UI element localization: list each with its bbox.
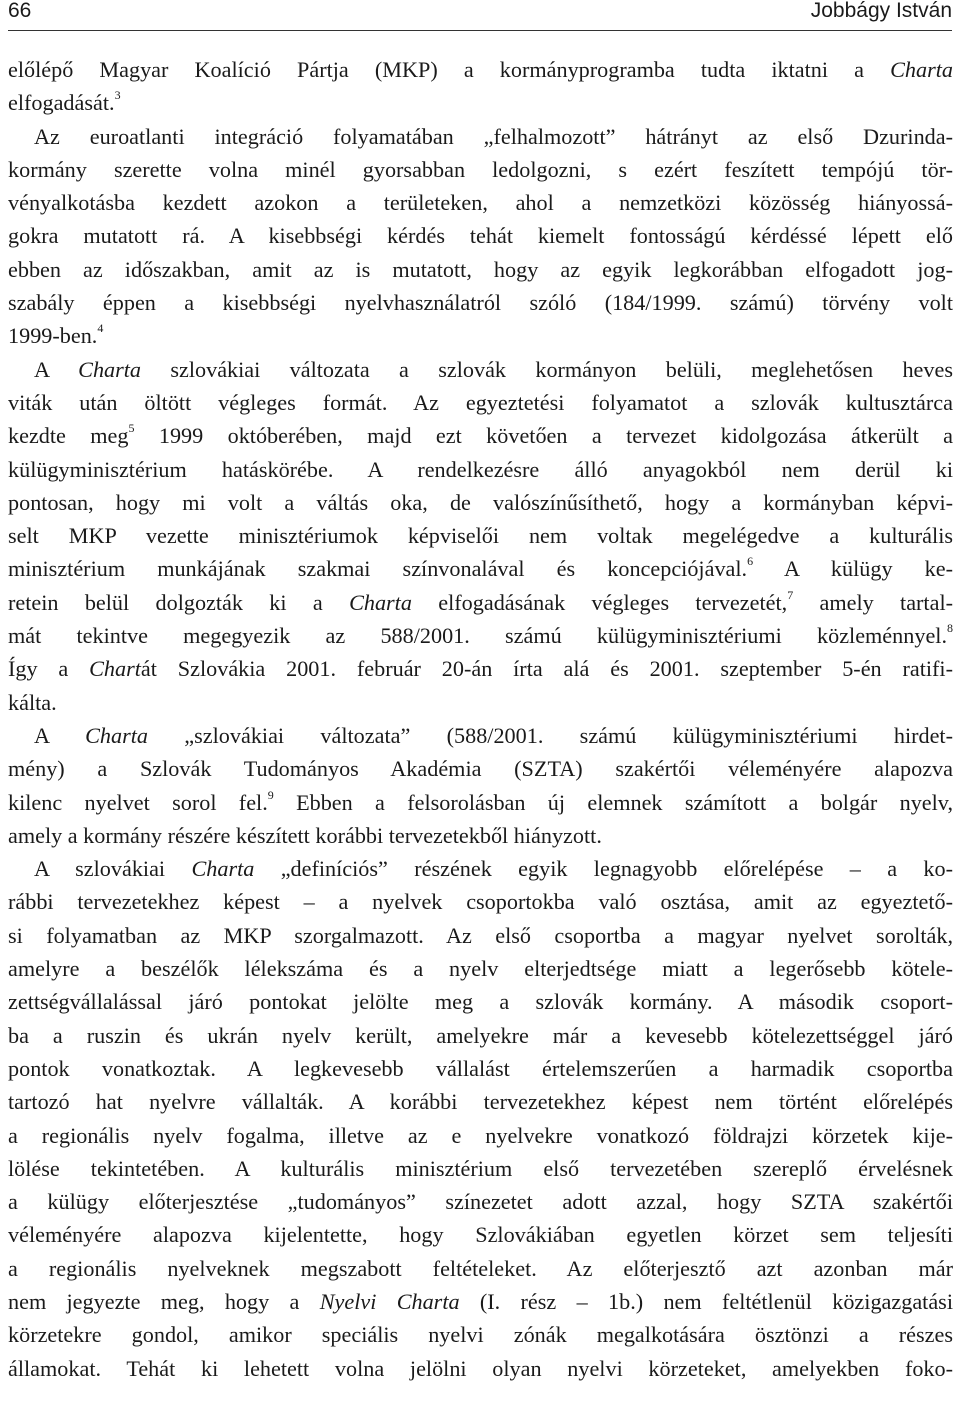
text-line: ebben az időszakban, amit az is mutatott, hogy az egyik legkorábban elfogadott jog- — [8, 256, 953, 282]
footnote-ref[interactable]: 9 — [267, 787, 274, 802]
text-line: tartozó hat nyelvre vállalták. A korábbi tervezetekhez képest nem történt előrelépés — [8, 1089, 953, 1115]
text-line: államokat. Tehát ki lehetett volna jelölni olyan nyelvi körzeteket, amelyekben foko- — [8, 1355, 953, 1381]
text-line: amelyre a beszélők lélekszáma és a nyelv elterjedtsége miatt a legerősebb kötele- — [8, 956, 953, 982]
footnote-ref[interactable]: 3 — [114, 88, 121, 103]
text-line: vényalkotásba kezdett azokon a területeken, ahol a nemzetközi közösség hiányossá- — [8, 190, 953, 216]
footnote-ref[interactable]: 5 — [128, 421, 135, 436]
footnote-ref[interactable]: 6 — [747, 554, 754, 569]
body-text — [8, 53, 953, 1385]
text-line: lölése tekintetében. A kulturális minisztérium első tervezetében szereplő érvelésnek — [8, 1155, 953, 1181]
running-header — [8, 0, 952, 31]
text-line: mát tekintve megegyezik az 588/2001. számú külügyminisztériumi közleménnyel.$^8$ — [8, 621, 953, 649]
text-line: mény) a Szlovák Tudományos Akadémia (SZTA) szakértői véleményére alapozva — [8, 756, 953, 782]
text-line: elfogadását.$^3$ — [8, 88, 121, 116]
text-line: A szlovákiai Charta „definíciós” részének egyik legnagyobb előrelépése – a ko- — [34, 856, 953, 882]
italic-term: Charta — [78, 356, 142, 382]
text-line: gokra mutatott rá. A kisebbségi kérdés tehát kiemelt fontosságú kérdéssé lépett elő — [8, 223, 953, 249]
running-head-author: Jobbágy István — [810, 0, 952, 22]
footnote-ref[interactable]: 7 — [787, 587, 794, 602]
italic-term: Charta — [349, 589, 412, 615]
text-line: véleményére alapozva kijelentette, hogy Szlovákiában egyetlen körzet sem teljesíti — [8, 1222, 953, 1248]
text-line: si folyamatban az MKP szorgalmazott. Az első csoportba a magyar nyelvet sorolták, — [8, 922, 953, 948]
text-line: 1999-ben.$^4$ — [8, 321, 104, 349]
italic-term: Charta — [191, 856, 255, 882]
text-line: előlépő Magyar Koalíció Pártja (MKP) a kormányprogramba tudta iktatni a Charta — [8, 57, 953, 82]
text-line: kezdte meg$^5$ 1999 októberében, majd ezt követően a tervezet kidolgozása átkerült a — [8, 421, 953, 449]
italic-term: Charta — [890, 57, 953, 82]
text-line: kálta. — [8, 689, 57, 715]
text-line: A Charta szlovákiai változata a szlovák kormányon belüli, meglehetősen heves — [34, 356, 953, 382]
text-line: ba a ruszin és ukrán nyelv került, amelyekre már a kevesebb kötelezettséggel járó — [8, 1022, 953, 1048]
text-line: a regionális nyelveknek megszabott feltételeket. Az előterjesztő azt azonban már — [8, 1255, 953, 1281]
italic-term: Nyelvi Charta — [319, 1288, 460, 1314]
footnote-ref[interactable]: 4 — [97, 321, 104, 336]
text-line: kilenc nyelvet sorol fel.$^9$ Ebben a felsorolásban új elemnek számított a bolgár nyelv, — [8, 787, 953, 815]
text-line: amely a kormány részére készített korábbi tervezetekből hiányzott. — [8, 822, 602, 848]
text-line: Így a Chartát Szlovákia 2001. február 20-án írta alá és 2001. szeptember 5-én ratifi- — [8, 656, 953, 682]
page-number: 66 — [8, 0, 32, 22]
footnote-ref[interactable]: 8 — [947, 621, 953, 636]
text-line: külügyminisztérium hatáskörébe. A rendelkezésre álló anyagokból nem derül ki — [8, 456, 953, 482]
text-line: Az euroatlanti integráció folyamatában „felhalmozott” hátrányt az első Dzurinda- — [34, 123, 953, 149]
text-line: a regionális nyelv fogalma, illetve az e nyelvekre vonatkozó földrajzi körzetek kije- — [8, 1122, 953, 1148]
text-line: a külügy előterjesztése „tudományos” színezetet adott azzal, hogy SZTA szakértői — [8, 1189, 953, 1215]
text-line: retein belül dolgozták ki a Charta elfogadásának végleges tervezetét,$^7$ amely tartal- — [8, 587, 953, 615]
text-line: kormány szerette volna minél gyorsabban ledolgozni, s ezért feszített tempójú tör- — [8, 156, 953, 182]
italic-term: Charta — [85, 722, 148, 748]
italic-term: Chart — [89, 656, 141, 682]
text-line: viták után öltött végleges formát. Az egyeztetési folyamatot a szlovák kultusztárca — [8, 389, 953, 415]
text-line: minisztérium munkájának szakmai színvonalával és koncepciójával.$^6$ A külügy ke- — [8, 554, 953, 582]
text-line: pontok vonatkoztak. A legkevesebb vállalást értelemszerűen a harmadik csoportba — [8, 1055, 953, 1081]
text-line: körzetekre gondol, amikor speciális nyelvi zónák megalkotására ösztönzi a részes — [8, 1322, 953, 1348]
text-line: pontosan, hogy mi volt a váltás oka, de valószínűsíthető, hogy a kormányban képvi- — [8, 489, 953, 515]
text-line: rábbi tervezetekhez képest – a nyelvek csoportokba való osztása, amit az egyeztető- — [8, 889, 953, 915]
text-line: szabály éppen a kisebbségi nyelvhasználatról szóló (184/1999. számú) törvény volt — [8, 290, 953, 316]
text-line: zettségvállalással járó pontokat jelölte meg a szlovák kormány. A második csoport- — [8, 989, 953, 1015]
text-line: nem jegyezte meg, hogy a Nyelvi Charta (I. rész – 1b.) nem feltétlenül közigazgatási — [8, 1288, 953, 1314]
text-line: selt MKP vezette minisztériumok képviselői nem voltak megelégedve a kulturális — [8, 523, 953, 549]
text-line: A Charta „szlovákiai változata” (588/2001. számú külügyminisztériumi hirdet- — [34, 722, 953, 748]
